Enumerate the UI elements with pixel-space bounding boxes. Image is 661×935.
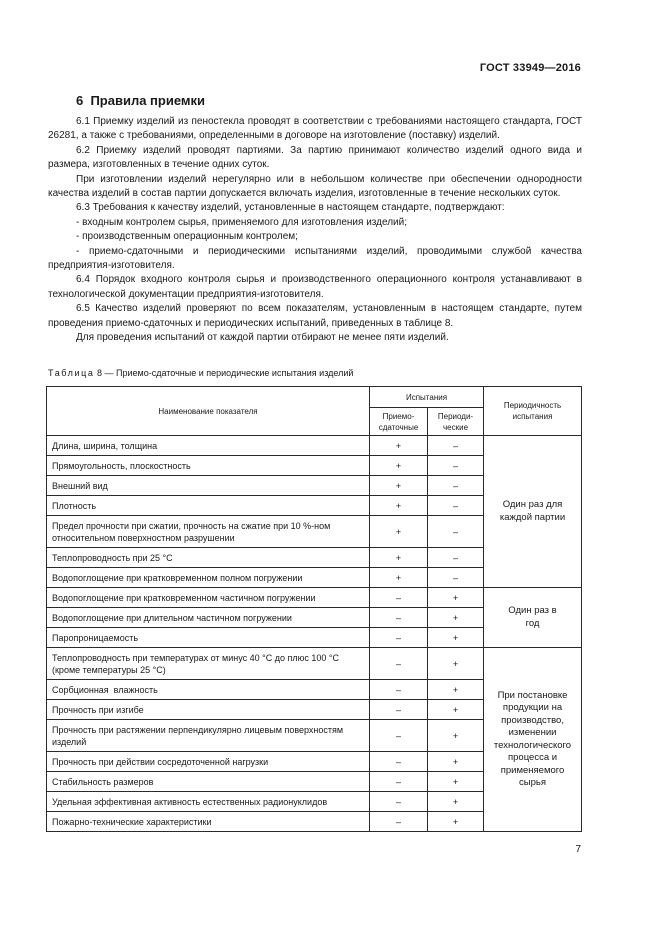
row-name: Удельная эффективная активность естественных радионуклидов — [47, 792, 370, 812]
frequency-on-production-start — [484, 648, 582, 832]
periodic-mark: + — [428, 588, 484, 608]
frequency-once-a-year — [484, 588, 582, 648]
row-name: Предел прочности при сжатии, прочность на сжатие при 10 %-ном относительном поверхностном разрушении — [47, 516, 370, 548]
row-name: Длина, ширина, толщина — [47, 436, 370, 456]
paragraph-6-3: 6.3 Требования к качеству изделий, установленные в настоящем стандарте, подтверждают: — [76, 202, 505, 214]
acceptance-mark: – — [370, 608, 428, 628]
frequency-text: Один раз в год — [508, 605, 557, 629]
tests-table — [46, 386, 582, 832]
periodic-mark: – — [428, 436, 484, 456]
table-caption — [48, 368, 353, 378]
periodic-mark: + — [428, 812, 484, 832]
row-name: Сорбционная влажность — [47, 680, 370, 700]
periodic-mark: + — [428, 772, 484, 792]
row-name: Теплопроводность при 25 °С — [47, 548, 370, 568]
list-item: - производственным операционным контролем; — [76, 231, 298, 243]
row-name: Плотность — [47, 496, 370, 516]
acceptance-mark: – — [370, 772, 428, 792]
periodic-mark: – — [428, 476, 484, 496]
acceptance-mark: + — [370, 436, 428, 456]
list-item: - входным контролем сырья, применяемого для изготовления изделий; — [76, 216, 408, 228]
table-row — [47, 436, 582, 456]
row-name: Паропроницаемость — [47, 628, 370, 648]
header-tests: Испытания — [370, 387, 484, 408]
periodic-mark: – — [428, 568, 484, 588]
paragraph-6-5: 6.5 Качество изделий проверяют по всем показателям, установленным в настоящем стандарте, путем проведения приемо-сдаточных и периодических испытаний, приведенных в таблице 8. — [48, 303, 582, 329]
header-frequency: Периодичность испытания — [484, 387, 582, 436]
section-title: 6 Правила приемки — [76, 93, 206, 108]
acceptance-mark: – — [370, 700, 428, 720]
table-caption-text: 8 — Приемо-сдаточные и периодические испытания изделий — [94, 368, 354, 378]
row-name: Внешний вид — [47, 476, 370, 496]
paragraph-sample: Для проведения испытаний от каждой партии отбирают не менее пяти изделий. — [76, 332, 449, 344]
section-body — [48, 115, 582, 346]
acceptance-mark: – — [370, 720, 428, 752]
acceptance-mark: + — [370, 456, 428, 476]
list-item: - приемо-сдаточными и периодическими испытаниями изделий, проводимыми службой качества предприятия-изготовителя. — [48, 245, 582, 272]
acceptance-mark: + — [370, 476, 428, 496]
acceptance-mark: + — [370, 568, 428, 588]
acceptance-mark: + — [370, 496, 428, 516]
frequency-text: При постановке продукции на производство, изменении технологического процесса и применяемого сырья — [493, 689, 572, 788]
acceptance-mark: – — [370, 812, 428, 832]
header-acceptance: Приемо-сдаточные — [370, 408, 428, 436]
acceptance-mark: + — [370, 548, 428, 568]
row-name: Пожарно-технические характеристики — [47, 812, 370, 832]
paragraph-6-2: 6.2 Приемку изделий проводят партиями. За партию принимают количество изделий одного вида и размера, изготовленных в течение одних суток. — [48, 144, 582, 171]
document-code: ГОСТ 33949—2016 — [479, 62, 581, 74]
page-number: 7 — [575, 844, 581, 855]
periodic-mark: + — [428, 752, 484, 772]
acceptance-mark: – — [370, 628, 428, 648]
acceptance-mark: + — [370, 516, 428, 548]
periodic-mark: + — [428, 608, 484, 628]
acceptance-mark: – — [370, 648, 428, 680]
table-row — [47, 588, 582, 608]
table-caption-label: Таблица — [48, 368, 95, 378]
header-periodic: Периоди-ческие — [428, 408, 484, 436]
periodic-mark: + — [428, 720, 484, 752]
periodic-mark: + — [428, 628, 484, 648]
periodic-mark: – — [428, 496, 484, 516]
periodic-mark: + — [428, 792, 484, 812]
row-name: Стабильность размеров — [47, 772, 370, 792]
acceptance-mark: – — [370, 752, 428, 772]
periodic-mark: + — [428, 700, 484, 720]
row-name: Теплопроводность при температурах от минус 40 °С до плюс 100 °С (кроме температуры 25 °С) — [47, 648, 370, 680]
paragraph-6-1: 6.1 Приемку изделий из пеностекла проводят в соответствии с требованиями настоящего стандарта, ГОСТ 26281, а также с требованиями, определенными в договоре на изготовление (поставку) изделий. — [48, 116, 582, 142]
frequency-each-batch — [484, 436, 582, 588]
table-row — [47, 648, 582, 680]
acceptance-mark: – — [370, 680, 428, 700]
frequency-text: Один раз для каждой партии — [499, 499, 566, 523]
header-indicator-name: Наименование показателя — [47, 387, 370, 436]
periodic-mark: + — [428, 648, 484, 680]
acceptance-mark: – — [370, 588, 428, 608]
row-name: Водопоглощение при кратковременном полном погружении — [47, 568, 370, 588]
row-name: Водопоглощение при длительном частичном погружении — [47, 608, 370, 628]
periodic-mark: + — [428, 680, 484, 700]
acceptance-mark: – — [370, 792, 428, 812]
paragraph-6-2-note: При изготовлении изделий нерегулярно или в небольшом количестве при обеспечении однородности качества изделий в состав партии допускается включать изделия, изготовленные в течение нескольких суток. — [48, 173, 582, 200]
row-name: Водопоглощение при кратковременном частичном погружении — [47, 588, 370, 608]
row-name: Прочность при действии сосредоточенной нагрузки — [47, 752, 370, 772]
row-name: Прямоугольность, плоскостность — [47, 456, 370, 476]
row-name: Прочность при изгибе — [47, 700, 370, 720]
paragraph-6-4: 6.4 Порядок входного контроля сырья и производственного операционного контроля устанавливают в технологической документации предприятия-изготовителя. — [48, 274, 582, 300]
periodic-mark: – — [428, 548, 484, 568]
row-name: Прочность при растяжении перпендикулярно лицевым поверхностям изделий — [47, 720, 370, 752]
periodic-mark: – — [428, 516, 484, 548]
periodic-mark: – — [428, 456, 484, 476]
